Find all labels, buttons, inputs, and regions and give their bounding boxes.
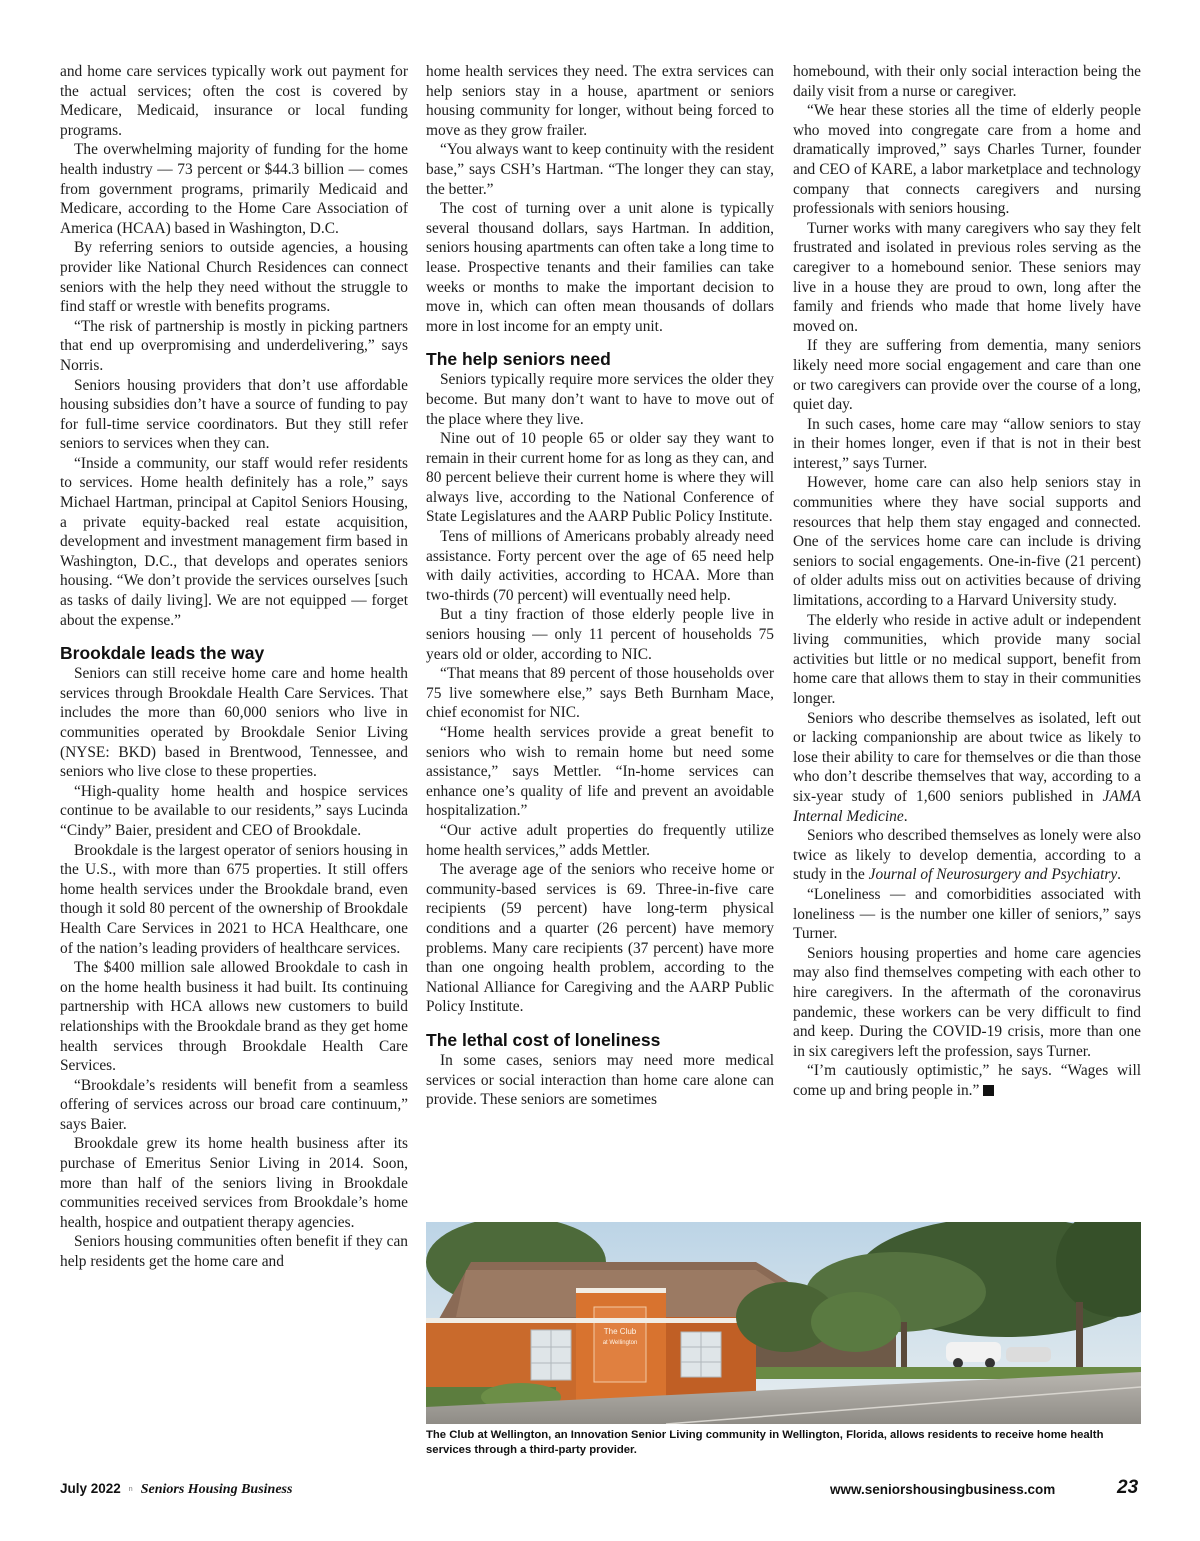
article-column-2 [426, 62, 774, 1110]
paragraph: “Inside a community, our staff would refer residents to services. Home health definitely has a role,” says Michael Hartman, principal at Capitol Seniors Housing, a private equity-backed real estate acquisition, development and investment management firm based in Washington, D.C., that develops and operates seniors housing. “We don’t provide the services ourselves [such as tasks of daily living]. We are not equipped — forget about the expense.” [60, 454, 408, 629]
section-heading: The help seniors need [426, 349, 611, 370]
end-of-article-mark [983, 1085, 994, 1096]
paragraph [793, 709, 1141, 827]
paragraph: Brookdale is the largest operator of seniors housing in the U.S., with more than 675 properties. It still offers home health services under the Brookdale brand, even though it sold 80 percent of the ownership of Brookdale Health Care Services in 2021 to HCA Healthcare, one of the nation’s leading providers of healthcare services. [60, 841, 408, 957]
paragraph: “Home health services provide a great benefit to seniors who wish to remain home but need some assistance,” says Mettler. “In-home services can enhance one’s quality of life and prevent an avoidable hospitalization.” [426, 724, 774, 820]
paragraph [793, 826, 1141, 885]
punctuation: . [903, 807, 908, 825]
article-column-1 [60, 62, 408, 1272]
paragraph: Seniors housing properties and home care agencies may also find themselves competing with each other to hire caregivers. In the aftermath of the coronavirus pandemic, these workers can be very difficult to find and keep. During the COVID-19 crisis, more than one in six caregivers left the profession, says Turner. [793, 944, 1141, 1060]
paragraph: In such cases, home care may “allow seniors to stay in their homes longer, even if that is not in their best interest,” says Turner. [793, 415, 1141, 472]
paragraph: Seniors housing providers that don’t use affordable housing subsidies don’t have a source of funding to pay for full-time service coordinators. But they still refer seniors to services when they can. [60, 376, 408, 453]
paragraph: However, home care can also help seniors stay in communities where they have social supports and resources that help them stay engaged and connected. One of the services home care can include is driving seniors to social engagements. One-in-five (21 percent) of older adults miss out on activities because of driving limitations, according to a Harvard University study. [793, 474, 1141, 610]
paragraph: and home care services typically work out payment for the actual services; often the cost is covered by Medicare, Medicaid, insurance or local funding programs. [60, 63, 408, 139]
paragraph: But a tiny fraction of those elderly people live in seniors housing — only 11 percent of households 75 years old or older, according to NIC. [426, 606, 774, 663]
paragraph: Nine out of 10 people 65 or older say they want to remain in their current home for as long as they can, and 80 percent believe their current home is where they will always live, according to the National Conference of State Legislatures and the AARP Public Policy Institute. [426, 430, 774, 526]
website-url: www.seniorshousingbusiness.com [830, 1482, 1056, 1497]
paragraph: Turner works with many caregivers who say they felt frustrated and isolated in previous roles serving as the caregiver to a homebound senior. These seniors may live in a house they are proud to own, long after the family and friends who made that home lively have moved on. [793, 219, 1141, 335]
publication-name: Seniors Housing Business [140, 1482, 293, 1497]
paragraph: “You always want to keep continuity with the resident base,” says CSH’s Hartman. “The longer they can stay, the better.” [426, 141, 774, 198]
paragraph-text: Seniors who described themselves as lonely were also twice as likely to develop dementia, according to a study in the [793, 827, 1141, 884]
paragraph: “Our active adult properties do frequently utilize home health services,” adds Mettler. [426, 821, 774, 859]
journal-title: JAMA Internal Medicine [793, 787, 1141, 825]
paragraph: The $400 million sale allowed Brookdale to cash in on the home health business it had built. Its continuing partnership with HCA allows new customers to build relationships with the Brookdale brand as they get home health services through Brookdale Health Care Services. [60, 959, 408, 1075]
sign-text-line-1: The Club [603, 1327, 637, 1336]
paragraph: “The risk of partnership is mostly in picking partners that end up overpromising and underdelivering,” says Norris. [60, 317, 408, 374]
paragraph: Tens of millions of Americans probably already need assistance. Forty percent over the age of 65 need help with daily activities, according to HCAA. More than two-thirds (70 percent) will eventually need help. [426, 528, 774, 604]
photo-caption: The Club at Wellington, an Innovation Senior Living community in Wellington, Florida, allows residents to receive home health services through a third-party provider. [426, 1429, 1104, 1456]
section-heading: Brookdale leads the way [60, 643, 265, 664]
article-column-3 [793, 62, 1141, 1100]
punctuation: . [1117, 866, 1122, 884]
paragraph: If they are suffering from dementia, many seniors likely need more social engagement and care than one or two caregivers can provide over the course of a long, quiet day. [793, 337, 1141, 414]
section-heading: The lethal cost of loneliness [426, 1029, 661, 1050]
page-number: 23 [1117, 1477, 1139, 1498]
paragraph: Seniors can still receive home care and home health services through Brookdale Health Care Services. That includes the more than 60,000 seniors who live in communities operated by Brookdale Senior Living (NYSE: BKD) based in Brentwood, Tennessee, and seniors who live close to these properties. [60, 665, 408, 781]
paragraph: Seniors housing communities often benefit if they can help residents get the home care and [60, 1233, 408, 1271]
paragraph-text: “I’m cautiously optimistic,” he says. “Wages will come up and bring people in.” [793, 1062, 1141, 1099]
paragraph [793, 1061, 1141, 1100]
paragraph: The cost of turning over a unit alone is typically several thousand dollars, says Hartman. In addition, seniors housing apartments can often take a long time to lease. Prospective tenants and their families can take weeks or months to make the important decision to move in, which can often mean thousands of dollars more in lost income for an empty unit. [426, 200, 774, 335]
footer-issue-info [60, 1481, 292, 1498]
paragraph: The average age of the seniors who receive home or community-based services is 69. Three-in-five care recipients (59 percent) have long-term physical conditions and a quarter (26 percent) have memory problems. Many care recipients (37 percent) have more than one ongoing health problem, according to the National Alliance for Caregiving and the AARP Public Policy Institute. [426, 861, 774, 1016]
paragraph: “High-quality home health and hospice services continue to be available to our residents,” says Lucinda “Cindy” Baier, president and CEO of Brookdale. [60, 782, 408, 839]
paragraph: The overwhelming majority of funding for the home health industry — 73 percent or $44.3 billion — comes from government programs, primarily Medicaid and Medicare, according to the Home Care Association of America (HCAA) based in Washington, D.C. [60, 141, 408, 237]
paragraph: “Brookdale’s residents will benefit from a seamless offering of services across our broad care continuum,” says Baier. [60, 1076, 408, 1133]
paragraph: By referring seniors to outside agencies, a housing provider like National Church Residences can connect seniors with the help they need without the struggle to find staff or wrestle with benefits programs. [60, 239, 408, 316]
paragraph: Brookdale grew its home health business after its purchase of Emeritus Senior Living in 2014. Soon, more than half of the seniors living in Brookdale communities received services from Brookdale’s home health, hospice and outpatient therapy agencies. [60, 1135, 408, 1231]
paragraph: In some cases, seniors may need more medical services or social interaction than home care alone can provide. These seniors are sometimes [426, 1051, 774, 1109]
building-photo [426, 1222, 1141, 1424]
separator-glyph: n [128, 1486, 133, 1493]
paragraph: home health services they need. The extra services can help seniors stay in a house, apartment or seniors housing community for longer, without being forced to move as they grow frailer. [426, 63, 774, 139]
issue-date: July 2022 [60, 1481, 121, 1496]
paragraph: Seniors typically require more services the older they become. But many don’t want to have to move out of the place where they live. [426, 371, 774, 428]
paragraph: “Loneliness — and comorbidities associated with loneliness — is the number one killer of seniors,” says Turner. [793, 885, 1141, 943]
journal-title: Journal of Neurosurgery and Psychiatry [868, 866, 1118, 884]
sign-text-line-2: at Wellington [602, 1340, 638, 1346]
paragraph: “That means that 89 percent of those households over 75 live somewhere else,” says Beth Burnham Mace, chief economist for NIC. [426, 665, 774, 722]
paragraph: “We hear these stories all the time of elderly people who moved into congregate care from a home and dramatically improved,” says Charles Turner, founder and CEO of KARE, a labor marketplace and technology company that connects caregivers and nursing professionals with seniors housing. [793, 102, 1141, 218]
paragraph: The elderly who reside in active adult or independent living communities, which provide many social activities but little or no medical support, benefit from home care that allows them to stay in their communities longer. [793, 611, 1141, 707]
paragraph-text: Seniors who describe themselves as isolated, left out or lacking companionship are about twice as likely to lose their ability to care for themselves or die than those who don’t describe themselves that way, according to a six-year study of 1,600 seniors published in [793, 709, 1141, 805]
paragraph: homebound, with their only social interaction being the daily visit from a nurse or caregiver. [793, 63, 1141, 100]
photo-illustration [426, 1222, 1141, 1424]
